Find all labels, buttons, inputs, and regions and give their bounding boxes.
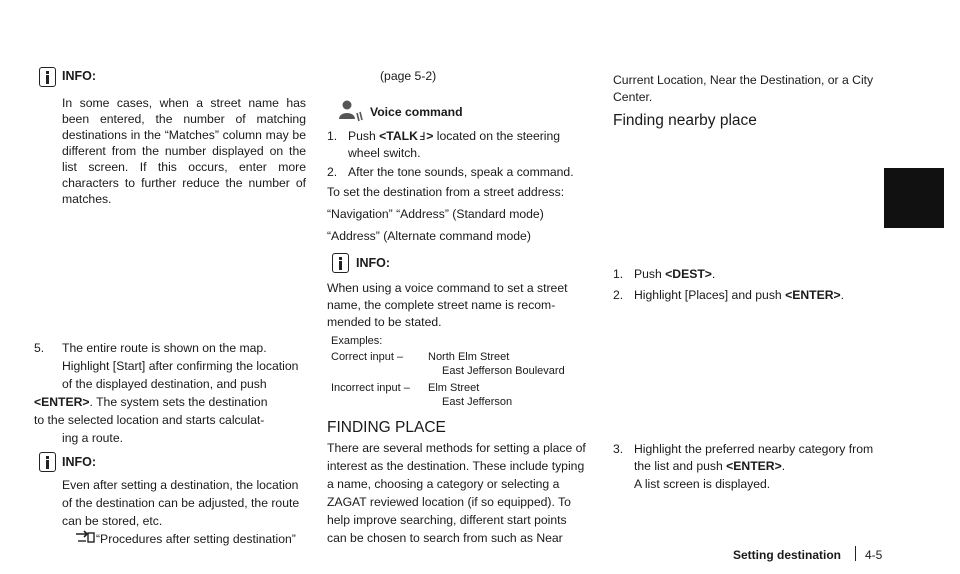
step-text-rest: . The system sets the destination — [89, 395, 268, 409]
enter-key-label: <ENTER> — [726, 459, 782, 473]
section-heading: FINDING PLACE — [327, 419, 446, 436]
step-number: 3. — [613, 442, 624, 456]
step-text: The entire route is shown on the map. — [62, 341, 267, 355]
incorrect-example: East Jefferson — [442, 396, 513, 408]
subsection-heading: Finding nearby place — [613, 112, 757, 129]
info-text: Even after setting a destination, the location — [62, 478, 299, 492]
correct-label: Correct input – — [331, 351, 404, 363]
body-text: Center. — [613, 90, 653, 104]
step-text: to the selected location and starts calculat- — [34, 413, 265, 427]
step-text: After the tone sounds, speak a command. — [348, 165, 574, 179]
info-icon — [332, 253, 349, 273]
step-text: Highlight [Start] after confirming the location — [62, 359, 299, 373]
talk-key-end: > — [426, 129, 434, 143]
info-label: INFO: — [62, 455, 97, 469]
footer-divider — [855, 546, 856, 561]
correct-example: East Jefferson Boulevard — [442, 365, 565, 377]
voice-command-title: Voice command — [370, 105, 463, 119]
talk-key-label: <TALK — [379, 129, 418, 143]
step-result: A list screen is displayed. — [634, 477, 771, 491]
body-text: There are several methods for setting a place of — [327, 441, 586, 455]
info-text: When using a voice command to set a street — [327, 281, 568, 295]
enter-key-label: <ENTER> — [34, 395, 90, 409]
step-text-end: . — [781, 459, 786, 473]
step-text-rest: located on the steering — [436, 129, 561, 143]
info-text: In some cases, when a street name has been entered, the number of matching destinations in the “Matches” column may be different from the number displayed on the list screen. If this occurs, enter more characters to further reduce the number of matches. — [62, 96, 306, 206]
step-text-push: Push — [348, 129, 376, 143]
body-text: Current Location, Near the Destination, or a City — [613, 73, 874, 87]
command-alternate: “Address” (Alternate command mode) — [327, 229, 531, 243]
command-standard: “Navigation” “Address” (Standard mode) — [327, 207, 544, 221]
footer-section: Setting destination — [733, 548, 841, 562]
step-text-main: the list and push — [634, 459, 723, 473]
step-text — [634, 458, 785, 474]
body-text: can be chosen to search from such as Near — [327, 531, 563, 545]
incorrect-label: Incorrect input – — [331, 382, 410, 394]
info-text: can be stored, etc. — [62, 514, 163, 528]
body-text: help improve searching, different start points — [327, 513, 567, 527]
dest-key-label: <DEST> — [665, 267, 712, 281]
step-text: of the displayed destination, and push — [62, 377, 267, 391]
info-icon — [39, 67, 56, 87]
body-text: ZAGAT reviewed location (if so equipped). To — [327, 495, 571, 509]
body-text: interest as the destination. These include typing — [327, 459, 585, 473]
step-text — [348, 128, 560, 145]
step-text-end: . — [840, 288, 845, 302]
correct-example: North Elm Street — [428, 351, 510, 363]
step-text: wheel switch. — [348, 146, 421, 160]
step-text-main: Highlight [Places] and push — [634, 288, 782, 302]
info-text: name, the complete street name is recom- — [327, 298, 556, 312]
step-number: 2. — [327, 165, 338, 179]
talk-key-icon: Ⅎ — [418, 131, 426, 143]
address-intro: To set the destination from a street address: — [327, 185, 565, 199]
info-text: mended to be stated. — [327, 315, 442, 329]
page-number: 4-5 — [865, 548, 883, 562]
step-number: 1. — [327, 129, 338, 143]
step-text: ing a route. — [62, 431, 123, 445]
step-text — [634, 266, 715, 282]
section-tab-marker — [884, 168, 944, 228]
reference-text: “Procedures after setting destination” — [96, 532, 296, 546]
info-text: of the destination can be adjusted, the route — [62, 496, 300, 510]
examples-label: Examples: — [331, 335, 383, 347]
step-text — [634, 287, 844, 303]
info-icon — [39, 452, 56, 472]
info-label: INFO: — [62, 69, 97, 83]
body-text: a name, choosing a category or selecting a — [327, 477, 560, 491]
incorrect-example: Elm Street — [428, 382, 480, 394]
enter-key-label: <ENTER> — [785, 288, 841, 302]
step-text-end: . — [711, 267, 716, 281]
voice-command-icon — [338, 99, 364, 123]
step-text-push: Push — [634, 267, 662, 281]
step-number: 2. — [613, 288, 624, 302]
info-label: INFO: — [356, 256, 391, 270]
step-text — [34, 394, 268, 410]
page-reference: (page 5-2) — [380, 69, 437, 83]
step-number: 1. — [613, 267, 624, 281]
step-number: 5. — [34, 341, 45, 355]
step-text: Highlight the preferred nearby category from — [634, 442, 874, 456]
reference-icon — [74, 530, 96, 544]
